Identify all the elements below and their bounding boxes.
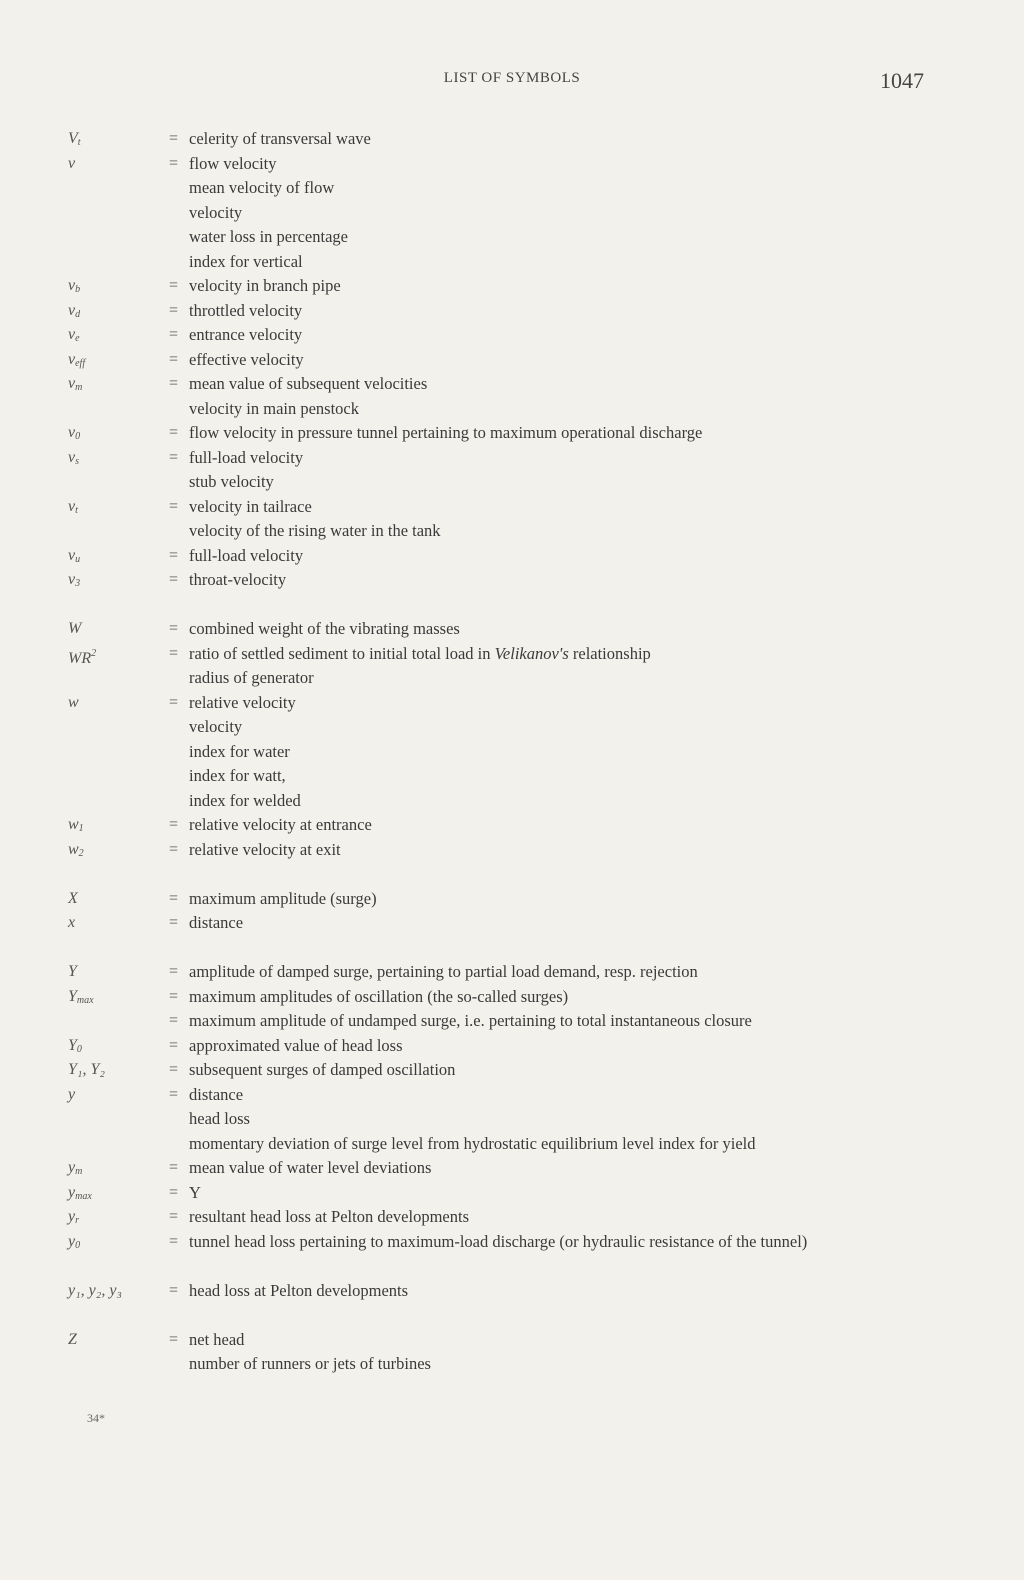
symbol-row: [0, 789, 1024, 814]
symbol-base: WR: [68, 649, 92, 667]
equals-sign: =: [169, 1012, 179, 1029]
symbol-row: [0, 127, 1024, 152]
equals-sign: =: [169, 1330, 179, 1348]
symbol-base: Y: [68, 1036, 77, 1054]
symbol-definition: mean velocity of flow: [189, 178, 335, 197]
equals-sign: =: [169, 1232, 179, 1250]
symbol: [68, 1230, 168, 1259]
symbol-definition: tunnel head loss pertaining to maximum-load discharge (or hydraulic resistance of the tunnel): [189, 1231, 808, 1251]
symbol-definition: subsequent surges of damped oscillation: [189, 1060, 456, 1079]
symbol-definition: relative velocity: [189, 692, 296, 712]
symbol-row: [0, 1009, 1024, 1034]
symbol-base: v: [68, 497, 76, 515]
signature-mark: 34*: [87, 1411, 105, 1425]
symbol-row: [0, 1034, 1024, 1059]
symbol-group: [0, 1328, 1024, 1377]
symbol-definition: net head: [189, 1329, 245, 1349]
symbol-definition: flow velocity: [189, 153, 277, 173]
symbol: [68, 838, 168, 867]
symbol-definition: water loss in percentage: [189, 227, 348, 246]
symbol-group: [0, 887, 1024, 936]
equals-sign: =: [169, 963, 179, 980]
symbol-base: V: [68, 130, 78, 147]
symbol-base: y: [68, 1183, 76, 1201]
symbol-base: w: [68, 840, 79, 858]
symbol-base: w: [68, 693, 79, 711]
symbol-row: [0, 1352, 1024, 1377]
symbol-subscript: eff: [75, 357, 86, 369]
symbol: [68, 1083, 168, 1108]
symbol-definition: number of runners or jets of turbines: [189, 1354, 431, 1373]
symbol-row: [0, 642, 1024, 667]
equals-sign: =: [169, 448, 179, 466]
equals-sign: =: [169, 1159, 179, 1176]
symbol-subscript: max: [76, 994, 94, 1006]
symbol-row: [0, 1083, 1024, 1108]
symbol-definition: throttled velocity: [189, 300, 303, 320]
symbol-definition: maximum amplitude of undamped surge, i.e. pertaining to total instantaneous closure: [189, 1011, 752, 1030]
symbol-base: v: [68, 326, 76, 343]
symbol-base: v: [68, 424, 76, 441]
symbol: [68, 1328, 168, 1353]
symbol-row: [0, 519, 1024, 544]
symbol-definition: throat-velocity: [189, 570, 287, 589]
symbol: [68, 617, 168, 642]
equals-sign: =: [169, 301, 179, 319]
symbol-row: [0, 617, 1024, 642]
symbol-definition: Y: [189, 1182, 201, 1202]
symbol-definition: momentary deviation of surge level from hydrostatic equilibrium level index for yield: [189, 1133, 756, 1153]
equals-sign: =: [169, 840, 179, 858]
symbol-subscript: 0: [76, 1043, 82, 1055]
symbol-row: [0, 250, 1024, 275]
symbol: [68, 911, 168, 936]
symbol-base: y: [68, 1232, 76, 1250]
equals-sign: =: [169, 987, 179, 1005]
symbol-definition: full-load velocity: [189, 545, 304, 565]
symbol-row: [0, 813, 1024, 838]
symbol-subscript: 3: [75, 578, 81, 589]
equals-sign: =: [169, 693, 179, 711]
symbol-definition: entrance velocity: [189, 325, 303, 344]
symbol-row: [0, 225, 1024, 250]
equals-sign: =: [169, 1061, 179, 1078]
symbol-base: Y₁, Y₂: [68, 1061, 105, 1078]
equals-sign: =: [169, 889, 179, 907]
symbol-definition: index for water: [189, 741, 290, 761]
symbol-definition: velocity of the rising water in the tank: [189, 521, 441, 540]
equals-sign: =: [169, 1281, 179, 1299]
symbol-definition: distance: [189, 913, 244, 932]
symbol-subscript: 0: [75, 431, 81, 442]
symbol-row: [0, 201, 1024, 226]
symbol-definition: celerity of transversal wave: [189, 129, 371, 148]
symbol-definition: approximated value of head loss: [189, 1035, 403, 1055]
symbol-row: [0, 715, 1024, 740]
symbol-definition: mean value of water level deviations: [189, 1158, 432, 1177]
symbol-definition: head loss at Pelton developments: [189, 1280, 409, 1300]
equals-sign: =: [169, 1183, 179, 1201]
symbol-definition: maximum amplitude (surge): [189, 888, 377, 908]
author-name: Velikanov's: [494, 643, 569, 663]
symbol-definition: stub velocity: [189, 472, 274, 491]
equals-sign: =: [169, 816, 179, 833]
symbol-row: [0, 887, 1024, 912]
symbol-row: [0, 323, 1024, 348]
symbol-definition: index for welded: [189, 790, 301, 810]
symbol-subscript: b: [75, 284, 81, 295]
symbol-definition: velocity: [189, 202, 243, 222]
symbol-row: [0, 911, 1024, 936]
symbol-base: Y: [68, 963, 77, 980]
equals-sign: =: [169, 914, 179, 931]
equals-sign: =: [169, 130, 179, 147]
symbol-row: [0, 152, 1024, 177]
symbol: [68, 152, 168, 177]
symbol-definition: relative velocity at entrance: [189, 815, 372, 834]
symbol-row: [0, 470, 1024, 495]
symbol-definition: velocity in main penstock: [189, 398, 360, 418]
symbol-group: [0, 617, 1024, 862]
symbol-base: v: [68, 277, 76, 294]
symbol: [68, 887, 168, 912]
symbol: [68, 1058, 168, 1083]
symbol-row: [0, 666, 1024, 691]
symbol-subscript: 1: [78, 823, 84, 834]
symbol-definition: flow velocity in pressure tunnel pertaining to maximum operational discharge: [189, 423, 703, 442]
symbol-group: [0, 127, 1024, 593]
equals-sign: =: [169, 326, 179, 343]
symbol-definition: combined weight of the vibrating masses: [189, 619, 460, 638]
symbol-base: y: [68, 1159, 76, 1176]
symbol-definition: velocity in branch pipe: [189, 276, 341, 295]
equals-sign: =: [169, 620, 179, 637]
equals-sign: =: [169, 1085, 179, 1103]
symbol-base: v: [68, 350, 76, 368]
symbol-row: [0, 446, 1024, 471]
symbol-base: Z: [68, 1330, 77, 1348]
symbol-row: [0, 544, 1024, 569]
symbol-row: [0, 1328, 1024, 1353]
symbol-base: X: [68, 889, 78, 907]
symbol: [68, 691, 168, 716]
symbol-subscript: d: [75, 308, 81, 320]
symbol-row: [0, 176, 1024, 201]
symbol-row: [0, 764, 1024, 789]
equals-sign: =: [169, 154, 179, 172]
symbol-row: [0, 838, 1024, 863]
symbol-definition: index for watt,: [189, 766, 286, 785]
symbol-base: y: [68, 1085, 76, 1103]
equals-sign: =: [169, 424, 179, 441]
symbol-row: [0, 397, 1024, 422]
symbol-subscript: e: [75, 333, 80, 344]
symbol-base: x: [68, 914, 76, 931]
symbol-row: [0, 1156, 1024, 1181]
symbol-subscript: m: [75, 382, 83, 393]
symbol-row: [0, 568, 1024, 593]
symbol-subscript: 2: [78, 847, 84, 859]
symbol-row: [0, 1205, 1024, 1230]
symbol-definition: distance: [189, 1084, 244, 1104]
page-number: 1047: [880, 68, 924, 93]
symbol: [68, 568, 168, 597]
symbol-subscript: t: [75, 504, 78, 516]
symbol-subscript: m: [75, 1166, 83, 1177]
symbol-definition: velocity: [189, 717, 243, 736]
symbol-row: [0, 960, 1024, 985]
symbol-subscript: 0: [75, 1239, 81, 1251]
equals-sign: =: [169, 277, 179, 294]
equals-sign: =: [169, 546, 179, 564]
symbol-row: [0, 348, 1024, 373]
symbol-base: v: [68, 571, 76, 588]
symbol-base: v: [68, 546, 76, 564]
symbol-list: [0, 127, 1024, 1401]
symbol-base: W: [68, 620, 82, 637]
symbol-subscript: r: [75, 1215, 80, 1226]
symbol-base: y₁, y₂, y₃: [68, 1281, 122, 1299]
symbol-definition: ratio of settled sediment to initial total load in Velikanov's relationship: [189, 643, 651, 663]
equals-sign: =: [169, 1036, 179, 1054]
symbol-definition: radius of generator: [189, 668, 314, 687]
symbol-group: [0, 960, 1024, 1303]
equals-sign: =: [169, 1208, 179, 1225]
symbol-row: [0, 1279, 1024, 1304]
symbol-row: [0, 421, 1024, 446]
symbol-definition: index for vertical: [189, 251, 303, 271]
equals-sign: =: [169, 497, 179, 515]
symbol-row: [0, 985, 1024, 1010]
symbol-row: [0, 1230, 1024, 1279]
symbol-definition: resultant head loss at Pelton developments: [189, 1207, 469, 1226]
symbol-subscript: t: [77, 137, 81, 148]
symbol-row: [0, 740, 1024, 765]
equals-sign: =: [169, 644, 179, 662]
symbol-base: v: [68, 375, 76, 392]
symbol-base: v: [68, 154, 76, 172]
symbol-row: [0, 495, 1024, 520]
symbol-row: [0, 1132, 1024, 1157]
symbol-superscript: 2: [91, 647, 97, 659]
symbol-row: [0, 1181, 1024, 1206]
symbol: [68, 960, 168, 985]
symbol-row: [0, 1058, 1024, 1083]
equals-sign: =: [169, 350, 179, 368]
symbol-definition: velocity in tailrace: [189, 496, 312, 516]
symbol-definition: amplitude of damped surge, pertaining to partial load demand, resp. rejection: [189, 962, 698, 981]
symbol-definition: maximum amplitudes of oscillation (the so-called surges): [189, 986, 569, 1006]
symbol-definition: mean value of subsequent velocities: [189, 374, 428, 393]
symbol-subscript: u: [75, 553, 81, 565]
symbol-base: w: [68, 816, 79, 833]
symbol-base: y: [68, 1208, 76, 1225]
symbol-definition: full-load velocity: [189, 447, 304, 467]
page-header-title: LIST OF SYMBOLS: [443, 70, 581, 86]
symbol-row: [0, 691, 1024, 716]
symbol-definition: head loss: [189, 1109, 250, 1128]
symbol-subscript: max: [75, 1190, 92, 1202]
equals-sign: =: [169, 571, 179, 588]
symbol-base: Y: [68, 987, 77, 1005]
symbol: [68, 1279, 168, 1304]
symbol-base: v: [68, 301, 76, 319]
symbol-definition: relative velocity at exit: [189, 839, 341, 859]
symbol-subscript: s: [75, 455, 80, 467]
symbol-row: [0, 1107, 1024, 1132]
symbol-row: [0, 299, 1024, 324]
symbol-definition: effective velocity: [189, 349, 304, 369]
symbol-base: v: [68, 448, 76, 466]
symbol-row: [0, 372, 1024, 397]
equals-sign: =: [169, 375, 179, 392]
symbol-row: [0, 274, 1024, 299]
